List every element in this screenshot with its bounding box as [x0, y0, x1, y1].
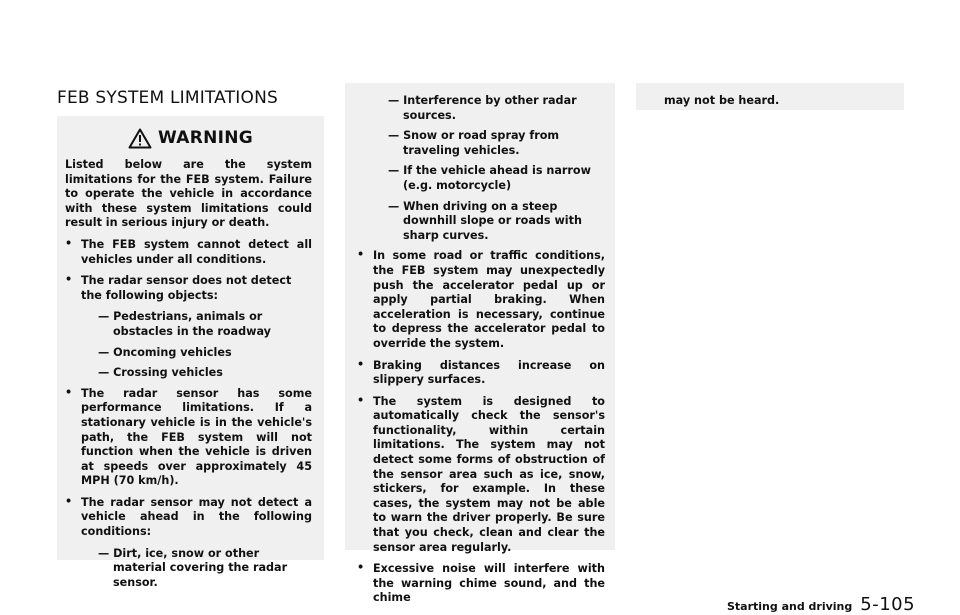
list-item: [65, 387, 312, 489]
list-item: [357, 562, 605, 606]
bullet-text: In some road or traffic conditions, the FEB system may unexpectedly push the accelerator pedal up or apply partial braking. When acceleration is necessary, continue to depress the accelerator pedal to override the system.: [373, 249, 605, 350]
bullet-icon: •: [65, 236, 73, 250]
bullet-icon: •: [357, 248, 365, 262]
bullet-text: The radar sensor has some performance limitations. If a stationary vehicle is in the vehicle's path, the FEB system will not function when the vehicle is driven at speeds over approximately 45 MPH (70 km/h).: [81, 386, 312, 488]
sub-item: — If the vehicle ahead is narrow (e.g. motorcycle): [388, 164, 591, 192]
sub-item: — When driving on a steep downhill slope or roads with sharp curves.: [388, 199, 582, 242]
bullet-icon: •: [65, 494, 73, 508]
bullet-text: Braking distances increase on slippery surfaces.: [373, 358, 605, 387]
bullet-continuation: may not be heard.: [664, 94, 780, 107]
warning-intro: Listed below are the system limitations for the FEB system. Failure to operate the vehicle in accordance with these system limitations could result in serious injury or death.: [65, 158, 312, 230]
warning-header: [57, 128, 324, 149]
bullet-icon: •: [357, 561, 365, 575]
footer-section-name: Starting and driving: [727, 600, 853, 613]
sub-item: — Pedestrians, animals or obstacles in the roadway: [98, 310, 271, 338]
bullet-text: The FEB system cannot detect all vehicles under all conditions.: [81, 237, 312, 266]
warning-heading: WARNING: [157, 128, 254, 149]
warning-triangle-icon: [128, 128, 152, 149]
sub-item: — Interference by other radar sources.: [388, 94, 577, 122]
sub-item: — Snow or road spray from traveling vehicles.: [388, 129, 560, 157]
list-item: [65, 238, 312, 267]
warning-box-column-3: [636, 83, 904, 110]
page-title: FEB SYSTEM LIMITATIONS: [57, 88, 278, 108]
warning-box-column-1: [57, 116, 324, 589]
list-item: [65, 274, 312, 303]
page-number: 5-105: [860, 594, 916, 615]
bullet-text: The radar sensor does not detect the following objects:: [81, 274, 292, 302]
list-item: [65, 496, 312, 540]
page-footer: [727, 594, 915, 615]
sub-item: — Oncoming vehicles: [98, 345, 232, 359]
bullet-icon: •: [65, 273, 73, 287]
sub-item: — Crossing vehicles: [98, 366, 223, 380]
sub-item: — Dirt, ice, snow or other material covering the radar sensor.: [98, 546, 288, 589]
list-item: [357, 359, 605, 388]
list-item: [357, 249, 605, 351]
bullet-text: The system is designed to automatically check the sensor's functionality, within certain limitations. The system may not detect some forms of obstruction of the sensor area such as ice, snow, stickers, for example. In these cases, the system may not be able to warn the driver properly. Be sure that you check, clean and clear the sensor area regularly.: [373, 394, 605, 554]
warning-box-column-2: [345, 83, 615, 605]
list-item: [357, 395, 605, 556]
bullet-text: The radar sensor may not detect a vehicle ahead in the following conditions:: [81, 495, 312, 539]
bullet-icon: •: [357, 393, 365, 407]
bullet-icon: •: [65, 385, 73, 399]
bullet-icon: •: [357, 357, 365, 371]
bullet-text: Excessive noise will interfere with the warning chime sound, and the chime: [373, 562, 605, 605]
